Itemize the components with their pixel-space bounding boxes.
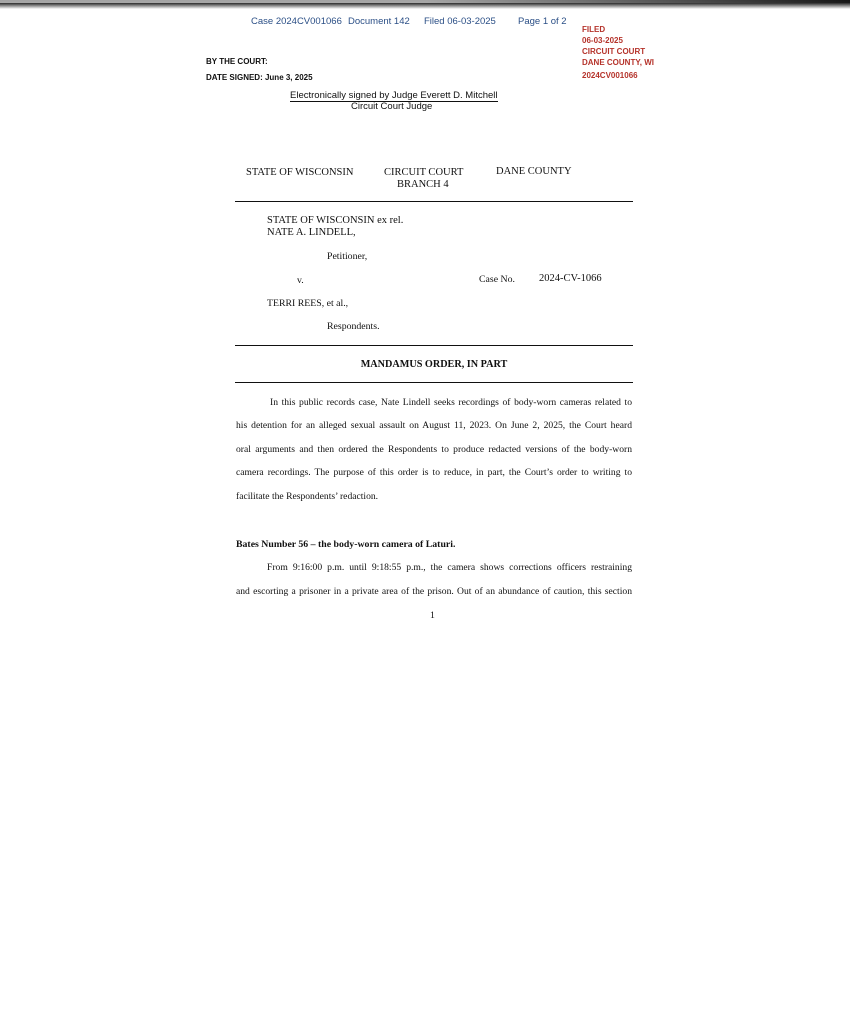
signature-title: Circuit Court Judge bbox=[351, 101, 433, 112]
scan-edge bbox=[0, 0, 850, 9]
page-number: 1 bbox=[430, 610, 435, 621]
header-page: Page 1 of 2 bbox=[518, 16, 567, 27]
body-line: his detention for an alleged sexual assault on August 11, 2023. On June 2, 2025, the Court heard bbox=[236, 420, 632, 431]
stamp-date: 06-03-2025 bbox=[582, 36, 623, 45]
document-title: MANDAMUS ORDER, IN PART bbox=[360, 359, 508, 370]
plaintiff-line-1: STATE OF WISCONSIN ex rel. bbox=[267, 215, 404, 226]
caption-branch: BRANCH 4 bbox=[397, 179, 449, 190]
date-signed: DATE SIGNED: June 3, 2025 bbox=[206, 73, 313, 82]
body-line: oral arguments and then ordered the Respondents to produce redacted versions of the body-worn bbox=[236, 444, 632, 455]
divider bbox=[235, 382, 633, 383]
stamp-case-number: 2024CV001066 bbox=[582, 71, 638, 80]
case-no-label: Case No. bbox=[479, 274, 515, 285]
caption-court: CIRCUIT COURT bbox=[384, 167, 464, 178]
by-the-court: BY THE COURT: bbox=[206, 57, 268, 66]
body-line: and escorting a prisoner in a private area of the prison. Out of an abundance of caution, this section bbox=[236, 586, 632, 597]
petitioner-label: Petitioner, bbox=[327, 251, 368, 262]
body-line: In this public records case, Nate Lindell seeks recordings of body-worn cameras related to bbox=[270, 397, 632, 408]
respondents-label: Respondents. bbox=[327, 321, 380, 332]
body-line: facilitate the Respondents’ redaction. bbox=[236, 491, 379, 502]
divider bbox=[235, 201, 633, 202]
section-heading: Bates Number 56 – the body-worn camera of Laturi. bbox=[236, 539, 456, 550]
stamp-court: CIRCUIT COURT bbox=[582, 47, 646, 56]
header-filed: Filed 06-03-2025 bbox=[424, 16, 496, 27]
plaintiff-line-2: NATE A. LINDELL, bbox=[267, 227, 356, 238]
body-line: From 9:16:00 p.m. until 9:18:55 p.m., the camera shows corrections officers restraining bbox=[267, 562, 632, 573]
defendant: TERRI REES, et al., bbox=[267, 298, 349, 309]
caption-state: STATE OF WISCONSIN bbox=[246, 167, 354, 178]
caption-county: DANE COUNTY bbox=[496, 166, 572, 177]
versus: v. bbox=[297, 275, 304, 286]
stamp-filed: FILED bbox=[582, 25, 606, 34]
divider bbox=[235, 345, 633, 346]
signature-line: Electronically signed by Judge Everett D. Mitchell bbox=[290, 90, 498, 101]
header-case: Case 2024CV001066 bbox=[251, 16, 342, 27]
body-line: camera recordings. The purpose of this order is to reduce, in part, the Court’s order to writing to bbox=[236, 467, 632, 478]
stamp-county: DANE COUNTY, WI bbox=[582, 58, 654, 67]
header-document: Document 142 bbox=[348, 16, 410, 27]
case-no: 2024-CV-1066 bbox=[539, 273, 602, 284]
